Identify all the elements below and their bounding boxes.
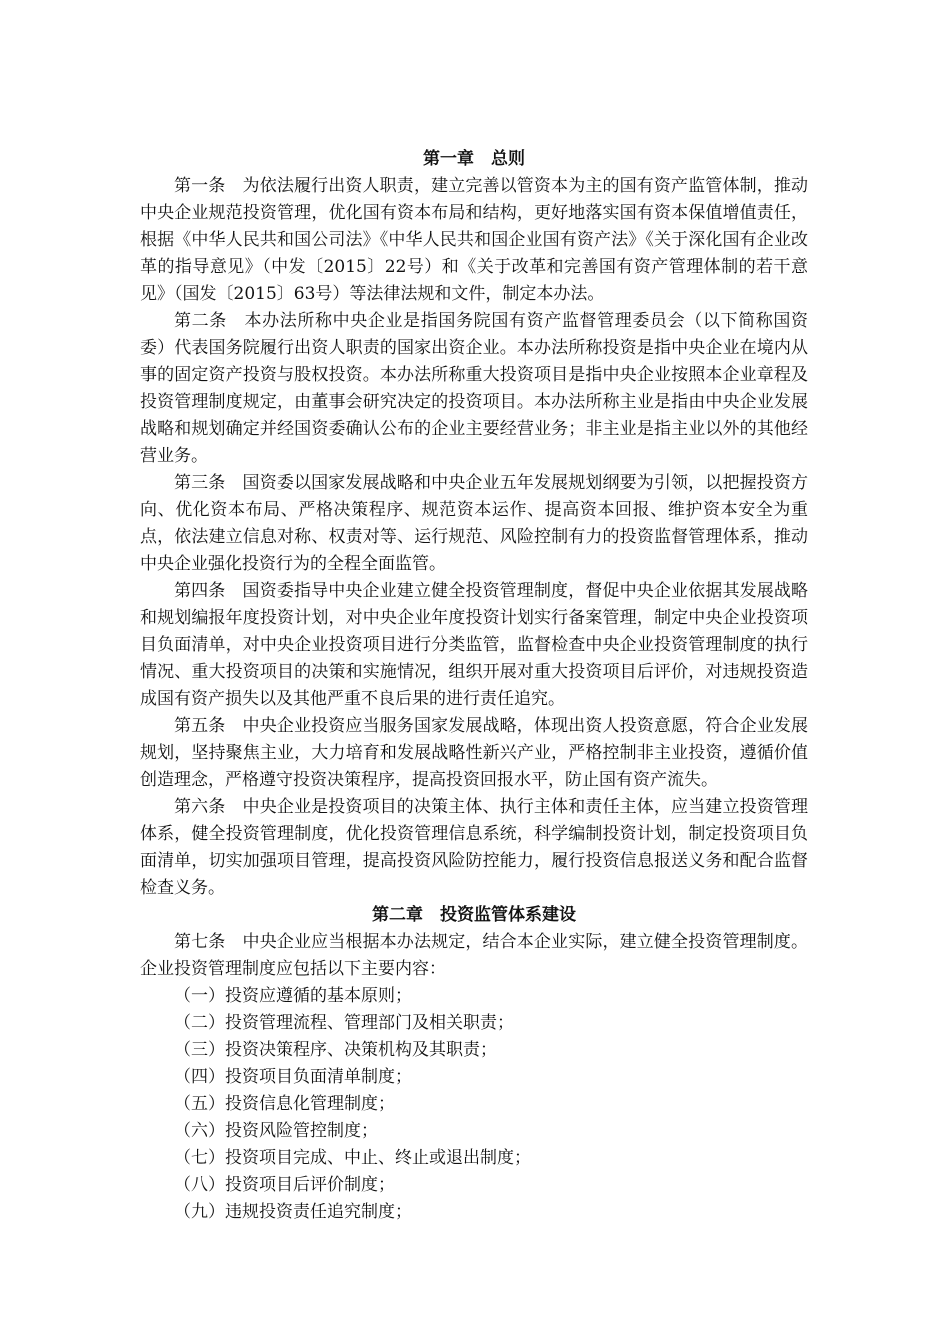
article-2: 第二条 本办法所称中央企业是指国务院国有资产监督管理委员会（以下简称国资委）代表国务院履行出资人职责的国家出资企业。本办法所称投资是指中央企业在境内从事的固定资产投资与股权投资。本办法所称重大投资项目是指中央企业按照本企业章程及投资管理制度规定，由董事会研究决定的投资项目。本办法所称主业是指由中央企业发展战略和规划确定并经国资委确认公布的企业主要经营业务；非主业是指主业以外的其他经营业务。: [140, 311, 808, 466]
article-7: 第七条 中央企业应当根据本办法规定，结合本企业实际，建立健全投资管理制度。企业投资管理制度应包括以下主要内容：: [140, 932, 808, 979]
list-item: （四）投资项目负面清单制度；: [174, 1067, 412, 1087]
document-body: [140, 146, 808, 1226]
list-item: （九）违规投资责任追究制度；: [174, 1202, 412, 1222]
list-item: （八）投资项目后评价制度；: [174, 1175, 395, 1195]
chapter-1-title: 第一章 总则: [423, 149, 525, 169]
list-item: （五）投资信息化管理制度；: [174, 1094, 395, 1114]
article-5: 第五条 中央企业投资应当服务国家发展战略，体现出资人投资意愿，符合企业发展规划，坚持聚焦主业，大力培育和发展战略性新兴产业，严格控制非主业投资，遵循价值创造理念，严格遵守投资决策程序，提高投资回报水平，防止国有资产流失。: [140, 716, 808, 790]
chapter-2-title: 第二章 投资监管体系建设: [372, 905, 576, 925]
list-item: （七）投资项目完成、中止、终止或退出制度；: [174, 1148, 531, 1168]
list-item: （一）投资应遵循的基本原则；: [174, 986, 412, 1006]
article-3: 第三条 国资委以国家发展战略和中央企业五年发展规划纲要为引领，以把握投资方向、优化资本布局、严格决策程序、规范资本运作、提高资本回报、维护资本安全为重点，依法建立信息对称、权责对等、运行规范、风险控制有力的投资监督管理体系，推动中央企业强化投资行为的全程全面监管。: [140, 473, 808, 574]
article-1: 第一条 为依法履行出资人职责，建立完善以管资本为主的国有资产监管体制，推动中央企业规范投资管理，优化国有资本布局和结构，更好地落实国有资本保值增值责任，根据《中华人民共和国公司法》《中华人民共和国企业国有资产法》《关于深化国有企业改革的指导意见》（中发〔2015〕22号）和《关于改革和完善国有资产管理体制的若干意见》（国发〔2015〕63号）等法律法规和文件，制定本办法。: [140, 176, 808, 304]
list-item: （二）投资管理流程、管理部门及相关职责；: [174, 1013, 514, 1033]
article-4: 第四条 国资委指导中央企业建立健全投资管理制度，督促中央企业依据其发展战略和规划编报年度投资计划，对中央企业年度投资计划实行备案管理，制定中央企业投资项目负面清单，对中央企业投资项目进行分类监管，监督检查中央企业投资管理制度的执行情况、重大投资项目的决策和实施情况，组织开展对重大投资项目后评价，对违规投资造成国有资产损失以及其他严重不良后果的进行责任追究。: [140, 581, 808, 709]
list-item: （三）投资决策程序、决策机构及其职责；: [174, 1040, 497, 1060]
list-item: （六）投资风险管控制度；: [174, 1121, 378, 1141]
article-6: 第六条 中央企业是投资项目的决策主体、执行主体和责任主体，应当建立投资管理体系，健全投资管理制度，优化投资管理信息系统，科学编制投资计划，制定投资项目负面清单，切实加强项目管理，提高投资风险防控能力，履行投资信息报送义务和配合监督检查义务。: [140, 797, 808, 898]
